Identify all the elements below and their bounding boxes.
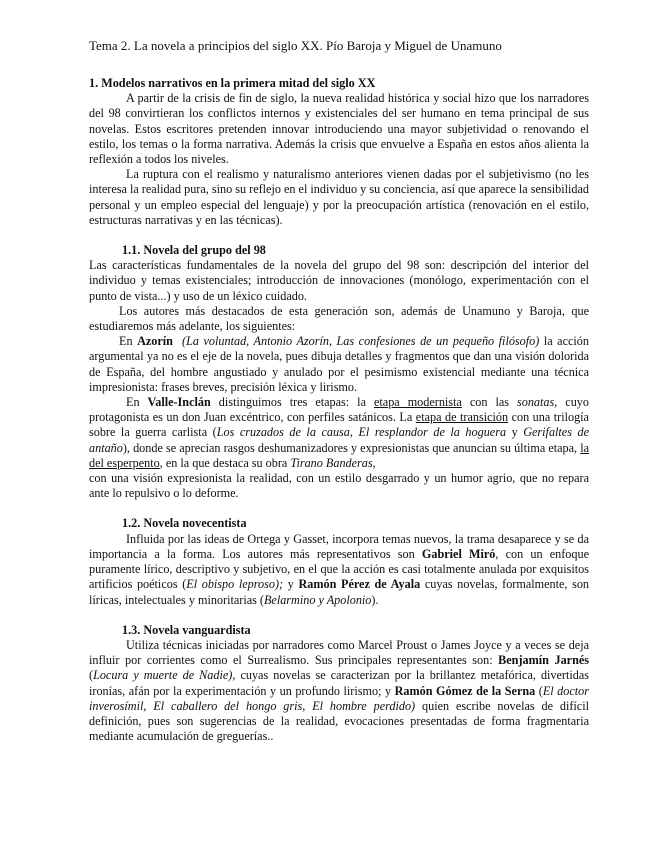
- underlined-term: etapa de transición: [415, 410, 509, 425]
- text-run: , con un enfoque puramente lírico, descriptivo y subjetivo, en el que la acción es casi totalmente anulada por exquisitos artificios poéticos (: [89, 546, 589, 592]
- text-run: cuyas novelas, formalmente, son líricas, intelectuales y minoritarias (: [89, 577, 590, 607]
- work-title: El doctor inverosímil, El caballero del hongo gris, El hombre perdido): [89, 683, 589, 713]
- work-title: Los cruzados de la causa, El resplandor de la hoguera: [216, 425, 507, 440]
- author-valle-inclan: Valle-Inclán: [147, 395, 211, 410]
- text-run: , en la que destaca su obra: [159, 455, 291, 470]
- text-run: quien escribe novelas de difícil definición, pues son sugerencias de la realidad, evocaciones presentadas de forma fragmentaria mediante acumulación de greguerías..: [89, 698, 589, 744]
- work-title: sonatas: [517, 395, 555, 410]
- section-1-1-title: 1.1. Novela del grupo del 98: [122, 243, 266, 258]
- section-1-3-title: 1.3. Novela vanguardista: [122, 622, 251, 637]
- section-1-2-paragraph: [89, 532, 589, 608]
- work-title: Gerifaltes de antaño: [89, 425, 589, 455]
- text-run: ,: [372, 455, 376, 470]
- work-title: Locura y muerte de Nadie): [93, 668, 233, 683]
- author-gomez-de-la-serna: Ramón Gómez de la Serna: [394, 683, 536, 698]
- text-run: (: [535, 683, 543, 698]
- author-jarnes: Benjamín Jarnés: [498, 653, 589, 668]
- text-run: la acción argumental ya no es el eje de la novela, pues dibuja detalles y fragmentos que dan una visión dolorida de España, del hombre angustiado y anulado por el pesimismo existencial mediante una técnica impresionista: frases breves, precisión léxica y lirismo.: [89, 334, 589, 394]
- text-run: , cuyas novelas se caracterizan por la brillantez metafórica, divertidas ironías, afán por la experimentación y un profundo lirismo; y: [89, 668, 589, 698]
- text-run: distinguimos tres etapas: la: [210, 395, 374, 410]
- spacer: [89, 501, 589, 516]
- underlined-term: la del esperpento: [89, 440, 589, 470]
- section-1-3-paragraph: [89, 638, 589, 744]
- text-run: En: [119, 334, 138, 349]
- text-run: (: [89, 668, 94, 683]
- section-1-2-title: 1.2. Novela novecentista: [122, 516, 247, 531]
- text-run: Influida por las ideas de Ortega y Gasset, incorpora temas nuevos, la trama desaparece y se da importancia a la forma. Los autores más representativos son: [89, 531, 589, 561]
- valle-inclan-continuation: con una visión expresionista la realidad, con un estilo desgarrado y un humor agrio, que no repara ante lo repulsivo o lo deforme.: [89, 471, 589, 501]
- work-title: Tirano Banderas: [290, 455, 373, 470]
- author-perez-de-ayala: Ramón Pérez de Ayala: [298, 577, 421, 592]
- author-miro: Gabriel Miró: [421, 546, 496, 561]
- spacer: [89, 228, 589, 243]
- text-run: con las: [461, 395, 517, 410]
- text-run: con una trilogía sobre la guerra carlista (: [89, 410, 589, 440]
- valle-inclan-paragraph: [89, 395, 589, 471]
- section-1-paragraph-1: A partir de la crisis de fin de siglo, la nueva realidad histórica y social hizo que los narradores del 98 convirtieran los conflictos internos y existenciales del ser humano en tema principal de sus novelas. Estos escritores pretenden innovar introduciendo una mayor subjetividad o renovando el estilo, los temas o la forma narrativa. Además la crisis que envuelve a España en estos años alienta la reflexión a todos los niveles.: [89, 91, 589, 167]
- section-1-title: 1. Modelos narrativos en la primera mitad del siglo XX: [89, 76, 376, 90]
- text-run: ).: [371, 592, 379, 607]
- document-header: Tema 2. La novela a principios del siglo XX. Pío Baroja y Miguel de Unamuno: [89, 38, 502, 53]
- text-run: Utiliza técnicas iniciadas por narradores como Marcel Proust o James Joyce y a veces se deja influir por corrientes como el Surrealismo. Sus principales representantes son:: [89, 637, 589, 668]
- text-run: y: [506, 425, 524, 440]
- underlined-term: etapa modernista: [373, 395, 462, 410]
- azorin-paragraph: [89, 334, 589, 395]
- work-title: El obispo leproso);: [186, 577, 284, 592]
- spacer: [89, 608, 589, 623]
- text-run: y: [283, 577, 299, 592]
- author-azorin: Azorín: [137, 334, 173, 349]
- text-run: ), donde se aprecian rasgos deshumanizadores y expresionistas que anuncian su última etapa,: [122, 440, 581, 455]
- section-1-1-paragraph-2: Los autores más destacados de esta generación son, además de Unamuno y Baroja, que estudiaremos más adelante, los siguientes:: [89, 303, 589, 334]
- section-1-paragraph-2: La ruptura con el realismo y naturalismo anteriores vienen dadas por el subjetivismo (no les interesa la realidad pura, sino su reflejo en el individuo y su conciencia, así que aparece la sensibilidad personal y un empleo especial del lenguaje) y por la preocupación artística (renovación en el estilo, estructuras narrativas y en las técnicas).: [89, 167, 589, 227]
- works-azorin: (La voluntad, Antonio Azorín, Las confesiones de un pequeño filósofo): [182, 334, 540, 349]
- section-1-1-paragraph-1: Las características fundamentales de la novela del grupo del 98 son: descripción del interior del individuo y temas existenciales; introducción de innovaciones (monólogo, experimentación con el punto de vista...) y uso de un léxico cuidado.: [89, 258, 589, 303]
- text-run: , cuyo protagonista es un don Juan excéntrico, con perfiles satánicos. La: [89, 395, 589, 425]
- work-title: Belarmino y Apolonio: [263, 592, 372, 607]
- text-run: En: [126, 395, 148, 410]
